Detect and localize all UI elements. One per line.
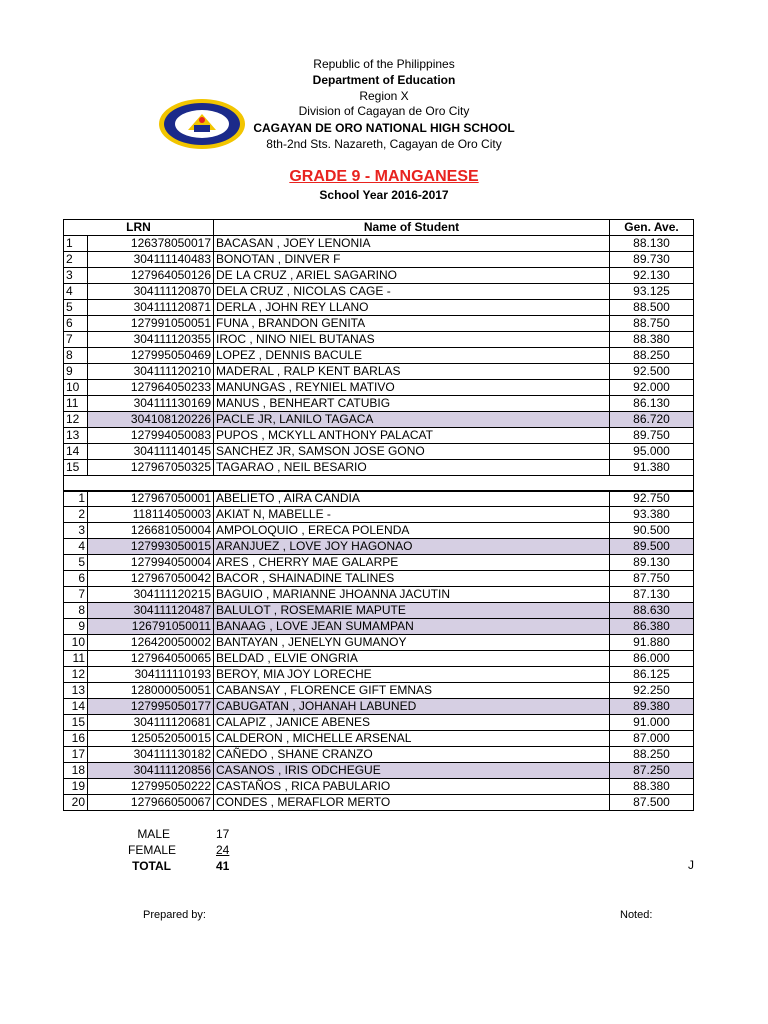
general-average-cell: 88.250	[610, 747, 694, 763]
table-row	[64, 651, 694, 667]
general-average-cell: 95.000	[610, 444, 694, 460]
lrn-cell: 125052050015	[88, 731, 214, 747]
student-name-cell: IROC , NINO NIEL BUTANAS	[214, 332, 610, 348]
lrn-cell: 304111120210	[88, 364, 214, 380]
stray-mark: J	[688, 858, 694, 872]
table-row	[64, 491, 694, 507]
table-row	[64, 603, 694, 619]
row-number: 16	[64, 731, 88, 747]
table-row	[64, 795, 694, 811]
table-row	[64, 460, 694, 476]
table-row	[64, 731, 694, 747]
table-row	[64, 348, 694, 364]
total-count: 41	[216, 859, 230, 873]
lrn-cell: 126681050004	[88, 523, 214, 539]
table-row	[64, 412, 694, 428]
table-row	[64, 507, 694, 523]
row-number: 12	[64, 667, 88, 683]
student-name-cell: PUPOS , MCKYLL ANTHONY PALACAT	[214, 428, 610, 444]
general-average-cell: 88.380	[610, 332, 694, 348]
general-average-cell: 86.380	[610, 619, 694, 635]
student-name-cell: CALAPIZ , JANICE ABENES	[214, 715, 610, 731]
lrn-cell: 127964050233	[88, 380, 214, 396]
general-average-cell: 87.250	[610, 763, 694, 779]
table-row	[64, 747, 694, 763]
general-average-cell: 92.750	[610, 491, 694, 507]
student-name-cell: CASANOS , IRIS ODCHEGUE	[214, 763, 610, 779]
row-number: 4	[64, 284, 88, 300]
lrn-cell: 127991050051	[88, 316, 214, 332]
female-students-table	[63, 490, 694, 811]
general-average-cell: 93.125	[610, 284, 694, 300]
student-name-cell: CABANSAY , FLORENCE GIFT EMNAS	[214, 683, 610, 699]
general-average-cell: 88.750	[610, 316, 694, 332]
lrn-cell: 126791050011	[88, 619, 214, 635]
lrn-column-header: LRN	[64, 220, 214, 236]
lrn-cell: 127966050067	[88, 795, 214, 811]
lrn-cell: 304111120487	[88, 603, 214, 619]
lrn-cell: 127967050042	[88, 571, 214, 587]
lrn-cell: 127994050083	[88, 428, 214, 444]
student-name-cell: BEROY, MIA JOY LORECHE	[214, 667, 610, 683]
lrn-cell: 304111110193	[88, 667, 214, 683]
general-average-cell: 86.130	[610, 396, 694, 412]
prepared-by-label: Prepared by:	[143, 909, 206, 921]
table-row	[64, 316, 694, 332]
general-average-cell: 87.500	[610, 795, 694, 811]
lrn-cell: 304111140145	[88, 444, 214, 460]
lrn-cell: 127964050065	[88, 651, 214, 667]
general-average-cell: 86.720	[610, 412, 694, 428]
lrn-cell: 126378050017	[88, 236, 214, 252]
row-number: 18	[64, 763, 88, 779]
student-name-cell: LOPEZ , DENNIS BACULE	[214, 348, 610, 364]
student-name-cell: BALULOT , ROSEMARIE MAPUTE	[214, 603, 610, 619]
male-count: 17	[216, 827, 230, 841]
general-average-cell: 87.130	[610, 587, 694, 603]
general-average-cell: 87.000	[610, 731, 694, 747]
student-name-cell: CONDES , MERAFLOR MERTO	[214, 795, 610, 811]
row-number: 14	[64, 699, 88, 715]
general-average-cell: 89.730	[610, 252, 694, 268]
lrn-cell: 304111120870	[88, 284, 214, 300]
table-row	[64, 428, 694, 444]
table-row	[64, 268, 694, 284]
student-name-cell: BANTAYAN , JENELYN GUMANOY	[214, 635, 610, 651]
table-row	[64, 332, 694, 348]
lrn-cell: 126420050002	[88, 635, 214, 651]
general-average-cell: 89.130	[610, 555, 694, 571]
student-name-cell: AKIAT N, MABELLE -	[214, 507, 610, 523]
student-name-cell: PACLE JR, LANILO TAGACA	[214, 412, 610, 428]
student-name-cell: ABELIETO , AIRA CANDIA	[214, 491, 610, 507]
student-name-cell: BAGUIO , MARIANNE JHOANNA JACUTIN	[214, 587, 610, 603]
average-column-header: Gen. Ave.	[610, 220, 694, 236]
student-name-cell: BONOTAN , DINVER F	[214, 252, 610, 268]
row-number: 20	[64, 795, 88, 811]
female-count: 24	[216, 843, 230, 857]
lrn-cell: 127995050222	[88, 779, 214, 795]
table-row	[64, 364, 694, 380]
lrn-cell: 127993050015	[88, 539, 214, 555]
general-average-cell: 92.130	[610, 268, 694, 284]
table-row	[64, 715, 694, 731]
table-row	[64, 571, 694, 587]
row-number: 8	[64, 348, 88, 364]
lrn-cell: 118114050003	[88, 507, 214, 523]
general-average-cell: 88.380	[610, 779, 694, 795]
student-name-cell: MADERAL , RALP KENT BARLAS	[214, 364, 610, 380]
table-row	[64, 300, 694, 316]
general-average-cell: 89.380	[610, 699, 694, 715]
row-number: 13	[64, 683, 88, 699]
row-number: 6	[64, 316, 88, 332]
table-row	[64, 284, 694, 300]
student-name-cell: ARANJUEZ , LOVE JOY HAGONAO	[214, 539, 610, 555]
general-average-cell: 89.750	[610, 428, 694, 444]
grade-section-title: GRADE 9 - MANGANESE	[289, 168, 479, 185]
lrn-cell: 127995050177	[88, 699, 214, 715]
student-name-cell: FUNA , BRANDON GENITA	[214, 316, 610, 332]
student-name-cell: CASTAÑOS , RICA PABULARIO	[214, 779, 610, 795]
lrn-cell: 304111120355	[88, 332, 214, 348]
student-name-cell: CAÑEDO , SHANE CRANZO	[214, 747, 610, 763]
general-average-cell: 88.250	[610, 348, 694, 364]
general-average-cell: 86.000	[610, 651, 694, 667]
school-seal-logo	[158, 98, 246, 150]
student-name-cell: BANAAG , LOVE JEAN SUMAMPAN	[214, 619, 610, 635]
header-division: Division of Cagayan de Oro City	[298, 104, 470, 118]
row-number: 11	[64, 651, 88, 667]
row-number: 1	[64, 491, 88, 507]
row-number: 10	[64, 380, 88, 396]
row-number: 3	[64, 523, 88, 539]
general-average-cell: 92.250	[610, 683, 694, 699]
table-header-row	[64, 220, 694, 236]
general-average-cell: 92.000	[610, 380, 694, 396]
table-row	[64, 779, 694, 795]
table-row	[64, 523, 694, 539]
row-number: 9	[64, 619, 88, 635]
lrn-cell: 304111120681	[88, 715, 214, 731]
row-number: 13	[64, 428, 88, 444]
general-average-cell: 88.500	[610, 300, 694, 316]
header-republic: Republic of the Philippines	[313, 57, 455, 71]
header-school-name: CAGAYAN DE ORO NATIONAL HIGH SCHOOL	[253, 121, 515, 135]
table-row	[64, 587, 694, 603]
table-row	[64, 539, 694, 555]
school-year: School Year 2016-2017	[319, 188, 449, 202]
lrn-cell: 304111130169	[88, 396, 214, 412]
row-number: 15	[64, 715, 88, 731]
row-number: 5	[64, 300, 88, 316]
total-label: TOTAL	[132, 859, 171, 873]
student-name-cell: BACOR , SHAINADINE TALINES	[214, 571, 610, 587]
noted-label: Noted:	[620, 909, 653, 921]
lrn-cell: 304111120871	[88, 300, 214, 316]
row-number: 7	[64, 332, 88, 348]
student-name-cell: CABUGATAN , JOHANAH LABUNED	[214, 699, 610, 715]
male-students-table	[63, 219, 694, 492]
table-row	[64, 619, 694, 635]
table-row	[64, 667, 694, 683]
row-number: 1	[64, 236, 88, 252]
table-row	[64, 444, 694, 460]
student-name-cell: DELA CRUZ , NICOLAS CAGE -	[214, 284, 610, 300]
table-row	[64, 555, 694, 571]
general-average-cell: 90.500	[610, 523, 694, 539]
lrn-cell: 127964050126	[88, 268, 214, 284]
lrn-cell: 127995050469	[88, 348, 214, 364]
table-row	[64, 635, 694, 651]
student-name-cell: ARES , CHERRY MAE GALARPE	[214, 555, 610, 571]
general-average-cell: 87.750	[610, 571, 694, 587]
table-row	[64, 763, 694, 779]
general-average-cell: 88.630	[610, 603, 694, 619]
row-number: 11	[64, 396, 88, 412]
lrn-cell: 304108120226	[88, 412, 214, 428]
row-number: 19	[64, 779, 88, 795]
general-average-cell: 91.880	[610, 635, 694, 651]
row-number: 7	[64, 587, 88, 603]
row-number: 2	[64, 252, 88, 268]
row-number: 2	[64, 507, 88, 523]
header-region: Region X	[359, 89, 409, 103]
row-number: 5	[64, 555, 88, 571]
male-label: MALE	[137, 827, 170, 841]
student-name-cell: TAGARAO , NEIL BESARIO	[214, 460, 610, 476]
student-name-cell: BELDAD , ELVIE ONGRIA	[214, 651, 610, 667]
student-name-cell: BACASAN , JOEY LENONIA	[214, 236, 610, 252]
table-row	[64, 683, 694, 699]
student-name-cell: CALDERON , MICHELLE ARSENAL	[214, 731, 610, 747]
row-number: 17	[64, 747, 88, 763]
header-address: 8th-2nd Sts. Nazareth, Cagayan de Oro City	[266, 137, 502, 151]
table-row	[64, 236, 694, 252]
student-name-cell: MANUNGAS , REYNIEL MATIVO	[214, 380, 610, 396]
row-number: 6	[64, 571, 88, 587]
general-average-cell: 92.500	[610, 364, 694, 380]
header-department: Department of Education	[312, 73, 456, 87]
student-name-cell: DE LA CRUZ , ARIEL SAGARINO	[214, 268, 610, 284]
row-number: 14	[64, 444, 88, 460]
student-name-cell: SANCHEZ JR, SAMSON JOSE GONO	[214, 444, 610, 460]
lrn-cell: 304111140483	[88, 252, 214, 268]
female-label: FEMALE	[127, 843, 176, 857]
row-number: 15	[64, 460, 88, 476]
row-number: 4	[64, 539, 88, 555]
lrn-cell: 304111120215	[88, 587, 214, 603]
lrn-cell: 128000050051	[88, 683, 214, 699]
general-average-cell: 88.130	[610, 236, 694, 252]
row-number: 10	[64, 635, 88, 651]
row-number: 3	[64, 268, 88, 284]
lrn-cell: 127967050325	[88, 460, 214, 476]
lrn-cell: 304111120856	[88, 763, 214, 779]
row-number: 12	[64, 412, 88, 428]
table-row	[64, 252, 694, 268]
lrn-cell: 127994050004	[88, 555, 214, 571]
table-row	[64, 396, 694, 412]
student-name-cell: DERLA , JOHN REY LLANO	[214, 300, 610, 316]
general-average-cell: 91.380	[610, 460, 694, 476]
general-average-cell: 93.380	[610, 507, 694, 523]
table-row	[64, 380, 694, 396]
row-number: 8	[64, 603, 88, 619]
general-average-cell: 86.125	[610, 667, 694, 683]
general-average-cell: 89.500	[610, 539, 694, 555]
lrn-cell: 304111130182	[88, 747, 214, 763]
student-name-cell: MANUS , BENHEART CATUBIG	[214, 396, 610, 412]
row-number: 9	[64, 364, 88, 380]
lrn-cell: 127967050001	[88, 491, 214, 507]
name-column-header: Name of Student	[214, 220, 610, 236]
table-row	[64, 699, 694, 715]
student-name-cell: AMPOLOQUIO , ERECA POLENDA	[214, 523, 610, 539]
general-average-cell: 91.000	[610, 715, 694, 731]
